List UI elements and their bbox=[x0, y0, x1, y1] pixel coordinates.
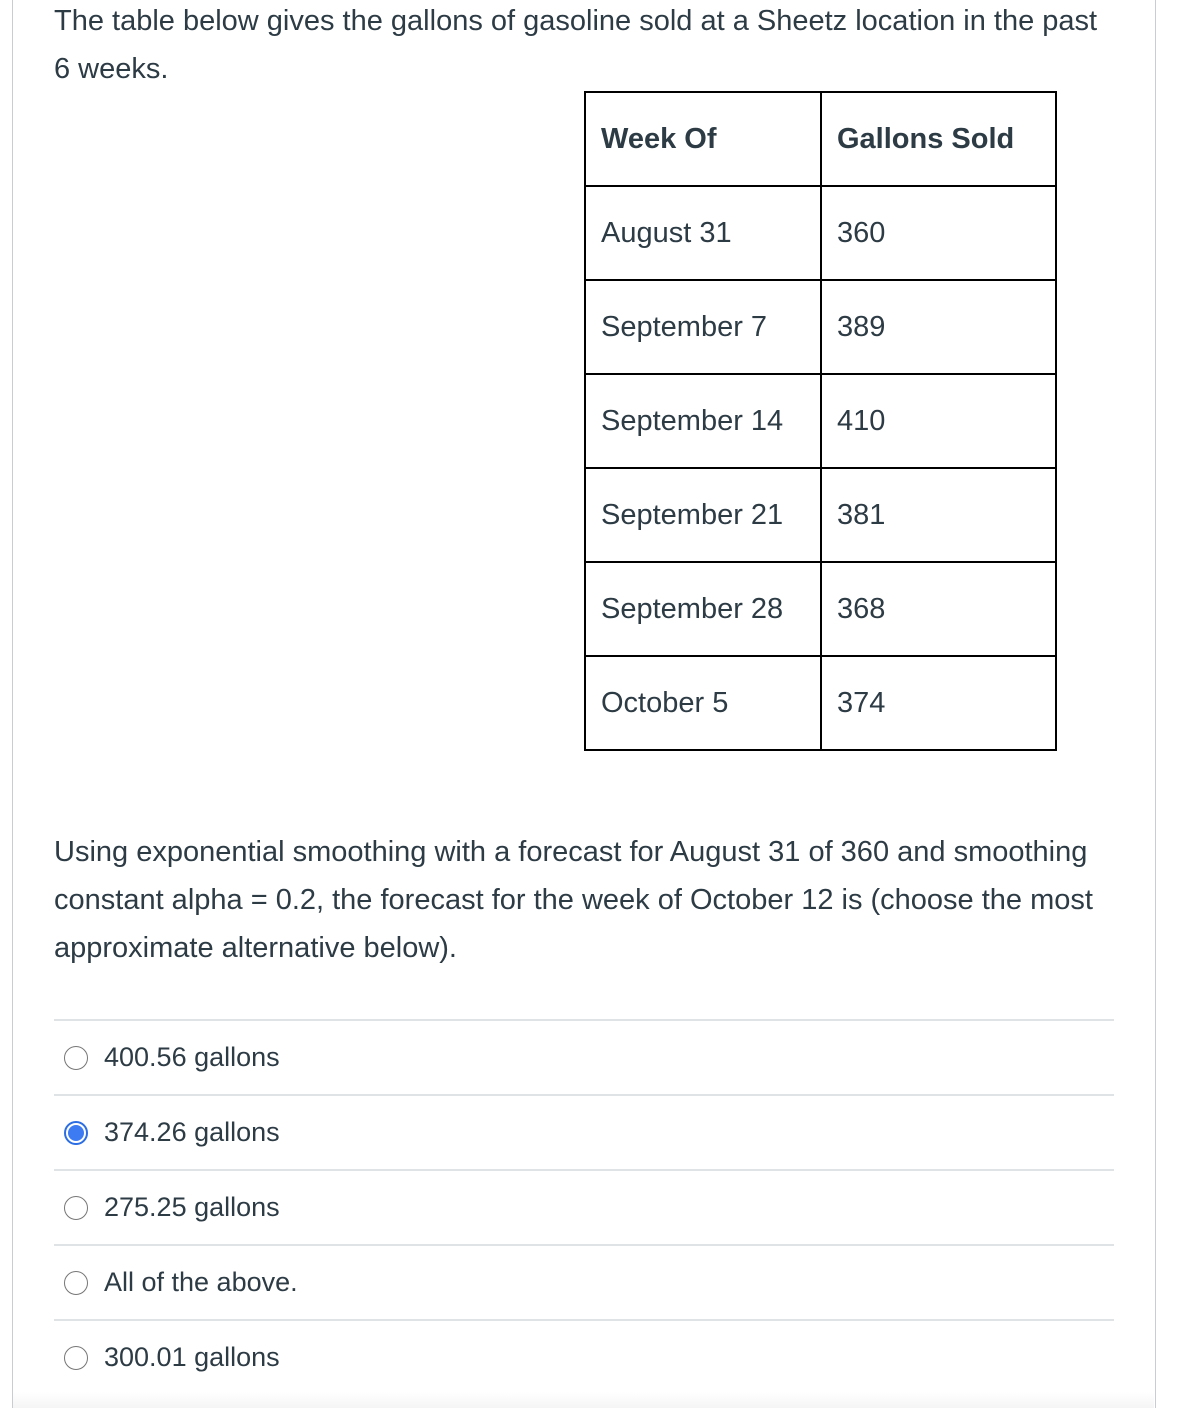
week-cell: September 14 bbox=[585, 374, 821, 468]
week-cell: September 28 bbox=[585, 562, 821, 656]
table-row bbox=[585, 468, 1056, 562]
answer-label[interactable]: 275.25 gallons bbox=[104, 1192, 280, 1222]
gallons-cell: 360 bbox=[821, 186, 1056, 280]
radio-button[interactable] bbox=[64, 1196, 88, 1220]
table-header-row bbox=[585, 92, 1056, 186]
answer-choices bbox=[54, 1019, 1114, 1394]
panel-bottom-shade bbox=[13, 1392, 1154, 1408]
gallons-cell: 410 bbox=[821, 374, 1056, 468]
radio-selected-dot bbox=[68, 1125, 84, 1141]
gallons-cell: 389 bbox=[821, 280, 1056, 374]
answer-option[interactable] bbox=[54, 1244, 1114, 1319]
answer-label[interactable]: 374.26 gallons bbox=[104, 1117, 280, 1147]
table-row bbox=[585, 280, 1056, 374]
radio-button[interactable] bbox=[64, 1046, 88, 1070]
gallons-table bbox=[584, 91, 1057, 751]
answer-option[interactable] bbox=[54, 1169, 1114, 1244]
answer-label[interactable]: 400.56 gallons bbox=[104, 1042, 280, 1072]
week-cell: October 5 bbox=[585, 656, 821, 750]
question-prompt-text: Using exponential smoothing with a forecast for August 31 of 360 and smoothing constant alpha = 0.2, the forecast for the week of October 12 is (choose the most approximate alternative below). bbox=[54, 836, 1093, 964]
radio-button[interactable] bbox=[64, 1271, 88, 1295]
answer-option[interactable] bbox=[54, 1319, 1114, 1394]
column-header-week-of: Week Of bbox=[585, 92, 821, 186]
gallons-cell: 374 bbox=[821, 656, 1056, 750]
gallons-cell: 368 bbox=[821, 562, 1056, 656]
week-cell: August 31 bbox=[585, 186, 821, 280]
answer-option[interactable] bbox=[54, 1019, 1114, 1094]
radio-button[interactable] bbox=[64, 1346, 88, 1370]
answer-label[interactable]: 300.01 gallons bbox=[104, 1342, 280, 1372]
table-row bbox=[585, 374, 1056, 468]
answer-label[interactable]: All of the above. bbox=[104, 1267, 298, 1297]
column-header-gallons-sold: Gallons Sold bbox=[821, 92, 1056, 186]
gallons-cell: 381 bbox=[821, 468, 1056, 562]
radio-button-selected[interactable] bbox=[64, 1121, 88, 1145]
answer-option[interactable] bbox=[54, 1094, 1114, 1169]
week-cell: September 7 bbox=[585, 280, 821, 374]
table-row bbox=[585, 656, 1056, 750]
week-cell: September 21 bbox=[585, 468, 821, 562]
table-row bbox=[585, 562, 1056, 656]
question-intro-text: The table below gives the gallons of gasoline sold at a Sheetz location in the past 6 weeks. bbox=[54, 5, 1098, 85]
table-row bbox=[585, 186, 1056, 280]
